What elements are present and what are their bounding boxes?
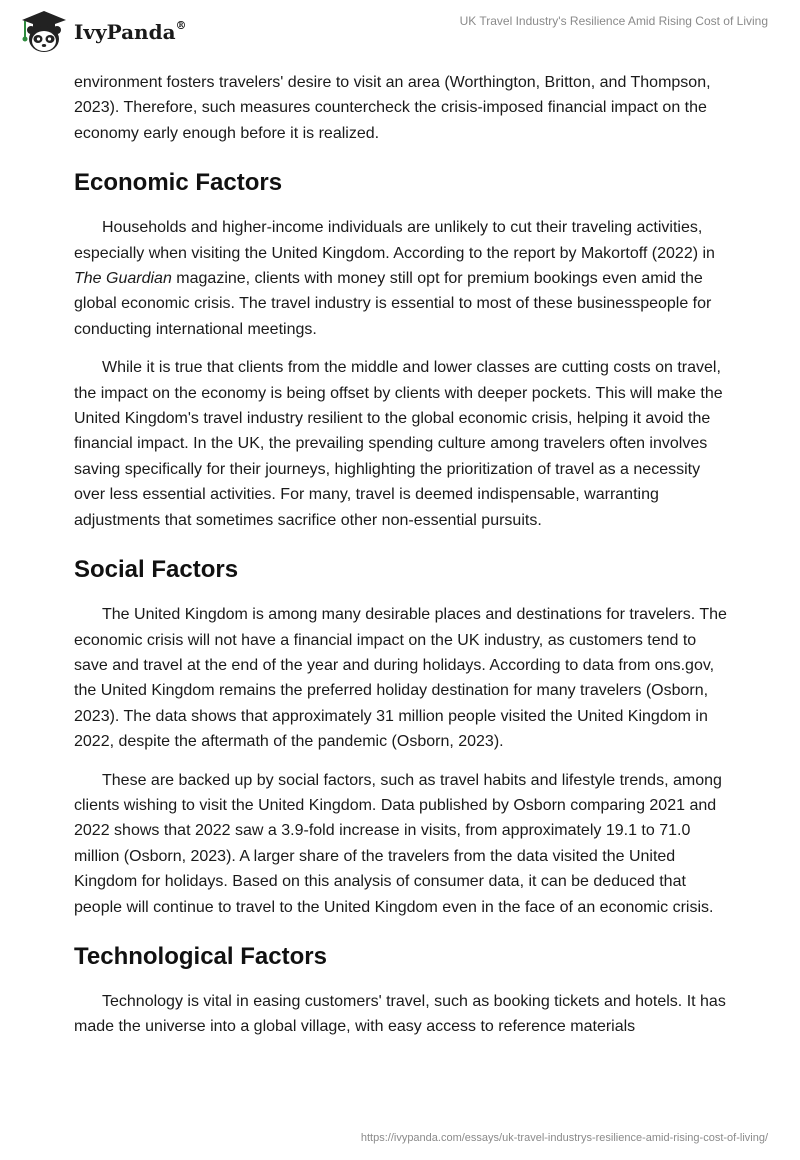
- essay-body: [74, 70, 734, 1053]
- panda-graduate-icon: [16, 8, 68, 54]
- page-header: [0, 0, 800, 60]
- publication-title: The Guardian: [74, 270, 172, 288]
- ivypanda-logo[interactable]: [16, 8, 187, 54]
- running-title: UK Travel Industry's Resilience Amid Rising Cost of Living: [459, 14, 768, 28]
- logo-wordmark: IvyPanda®: [74, 19, 187, 44]
- economic-paragraph-1: Households and higher-income individuals are unlikely to cut their traveling activities, especially when visiting the United Kingdom. According to the report by Makortoff (2022) in The Guardian magazine, clients with money still opt for premium bookings even amid the global economic crisis. The travel industry is essential to most of these businesspeople for conducting international meetings.: [74, 219, 715, 338]
- social-paragraph-1: The United Kingdom is among many desirable places and destinations for travelers. The economic crisis will not have a financial impact on the UK industry, as customers tend to save and travel at the end of the year and during holidays. According to data from ons.gov, the United Kingdom remains the preferred holiday destination for many travelers (Osborn, 2023). The data shows that approximately 31 million people visited the United Kingdom in 2022, despite the aftermath of the pandemic (Osborn, 2023).: [74, 606, 727, 751]
- intro-paragraph: environment fosters travelers' desire to visit an area (Worthington, Britton, and Thompson, 2023). Therefore, such measures countercheck the crisis-imposed financial impact on the economy early enough before it is realized.: [74, 74, 711, 142]
- section-heading-economic: Economic Factors: [74, 169, 283, 197]
- technological-paragraph-1: Technology is vital in easing customers' travel, such as booking tickets and hotels. It has made the universe into a global village, with easy access to reference materials: [74, 992, 726, 1036]
- source-url[interactable]: https://ivypanda.com/essays/uk-travel-industrys-resilience-amid-rising-cost-of-living/: [360, 1132, 768, 1144]
- social-paragraph-2: These are backed up by social factors, such as travel habits and lifestyle trends, among clients wishing to visit the United Kingdom. Data published by Osborn comparing 2021 and 2022 shows that 2022 saw a 3.9-fold increase in visits, from approximately 19.1 to 71.0 million (Osborn, 2023). A larger share of the travelers from the data visited the United Kingdom for holidays. Based on this analysis of consumer data, it can be deduced that people will continue to travel to the United Kingdom even in the face of an economic crisis.: [74, 771, 722, 916]
- economic-paragraph-2: While it is true that clients from the middle and lower classes are cutting costs on travel, the impact on the economy is being offset by clients with deeper pockets. This will make the United Kingdom's travel industry resilient to the global economic crisis, helping it avoid the financial impact. In the UK, the prevailing spending culture among travelers often involves saving specifically for their journeys, highlighting the prioritization of travel as a necessity over less essential activities. For many, travel is deemed indispensable, warranting adjustments that sometimes sacrifice other non-essential pursuits.: [74, 359, 723, 529]
- section-heading-social: Social Factors: [74, 556, 239, 584]
- section-heading-technological: Technological Factors: [74, 942, 327, 970]
